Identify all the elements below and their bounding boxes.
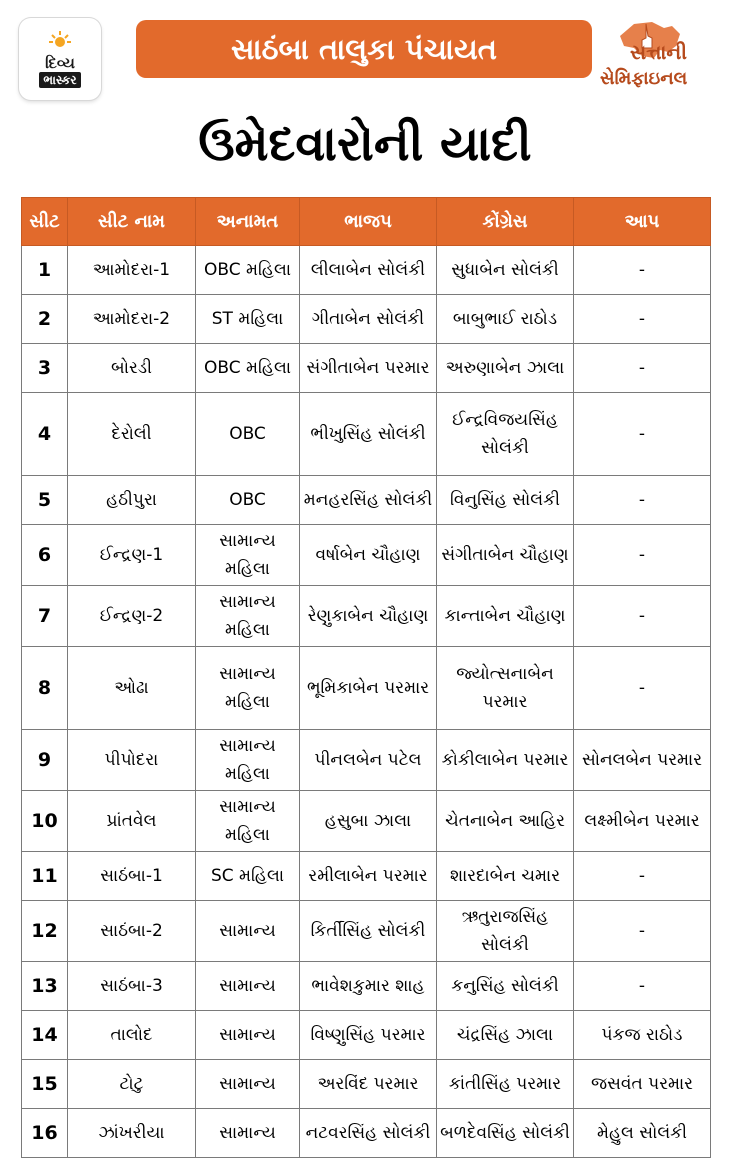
congress-candidate: અરુણાબેન ઝાલા	[437, 344, 574, 393]
aap-candidate: -	[574, 525, 711, 586]
seat-number: 6	[22, 525, 68, 586]
seat-name: સાઠંબા-3	[68, 962, 196, 1011]
table-row	[22, 246, 711, 295]
aap-candidate: -	[574, 586, 711, 647]
reservation: OBC	[196, 476, 300, 525]
congress-candidate: કોકીલાબેન પરમાર	[437, 730, 574, 791]
page-banner: સાઠંબા તાલુકા પંચાયત	[136, 20, 592, 78]
seat-name: ઈન્દ્રણ-1	[68, 525, 196, 586]
seat-number: 2	[22, 295, 68, 344]
table-row	[22, 1011, 711, 1060]
congress-candidate: વિનુસિંહ સોલંકી	[437, 476, 574, 525]
reservation: સામાન્ય	[196, 1011, 300, 1060]
bjp-candidate: કિર્તીસિંહ સોલંકી	[300, 901, 437, 962]
reservation: OBC	[196, 393, 300, 476]
seat-number: 12	[22, 901, 68, 962]
seat-name: સાઠંબા-1	[68, 852, 196, 901]
bjp-candidate: ગીતાબેન સોલંકી	[300, 295, 437, 344]
table-row	[22, 901, 711, 962]
congress-candidate: ચેતનાબેન આહિર	[437, 791, 574, 852]
seat-name: ઓઢા	[68, 647, 196, 730]
seat-name: પીપોદરા	[68, 730, 196, 791]
semifinal-logo	[600, 18, 712, 98]
congress-candidate: જ્યોત્સનાબેન પરમાર	[437, 647, 574, 730]
reservation: ST મહિલા	[196, 295, 300, 344]
congress-candidate: શારદાબેન ચમાર	[437, 852, 574, 901]
seat-number: 7	[22, 586, 68, 647]
bjp-candidate: વર્ષાબેન ચૌહાણ	[300, 525, 437, 586]
aap-candidate: મેહુલ સોલંકી	[574, 1109, 711, 1158]
seat-name: આમોદરા-1	[68, 246, 196, 295]
candidates-table	[21, 197, 711, 1158]
seat-number: 1	[22, 246, 68, 295]
reservation: સામાન્ય	[196, 1109, 300, 1158]
table-row	[22, 1060, 711, 1109]
column-header-seat: સીટ	[22, 198, 68, 246]
aap-candidate: પંકજ રાઠોડ	[574, 1011, 711, 1060]
reservation: સામાન્ય મહિલા	[196, 730, 300, 791]
bjp-candidate: અરવિંદ પરમાર	[300, 1060, 437, 1109]
seat-name: દેરોલી	[68, 393, 196, 476]
table-row	[22, 852, 711, 901]
reservation: સામાન્ય મહિલા	[196, 791, 300, 852]
page-title: ઉમેદવારોની યાદી	[198, 116, 532, 172]
bjp-candidate: રમીલાબેન પરમાર	[300, 852, 437, 901]
aap-candidate: -	[574, 901, 711, 962]
bjp-candidate: નટવરસિંહ સોલંકી	[300, 1109, 437, 1158]
seat-name: હઠીપુરા	[68, 476, 196, 525]
table-row	[22, 525, 711, 586]
congress-candidate: ઈન્દ્રવિજયસિંહ સોલંકી	[437, 393, 574, 476]
seat-number: 14	[22, 1011, 68, 1060]
congress-candidate: કનુસિંહ સોલંકી	[437, 962, 574, 1011]
reservation: સામાન્ય	[196, 1060, 300, 1109]
reservation: સામાન્ય	[196, 901, 300, 962]
table-row	[22, 393, 711, 476]
congress-candidate: ચંદ્રસિંહ ઝાલા	[437, 1011, 574, 1060]
seat-number: 13	[22, 962, 68, 1011]
sun-icon	[49, 30, 71, 52]
table-row	[22, 295, 711, 344]
seat-name: ઝાંખરીયા	[68, 1109, 196, 1158]
table-row	[22, 586, 711, 647]
bjp-candidate: વિષ્ણુસિંહ પરમાર	[300, 1011, 437, 1060]
congress-candidate: સંગીતાબેન ચૌહાણ	[437, 525, 574, 586]
bjp-candidate: લીલાબેન સોલંકી	[300, 246, 437, 295]
aap-candidate: -	[574, 246, 711, 295]
aap-candidate: -	[574, 344, 711, 393]
seat-name: આમોદરા-2	[68, 295, 196, 344]
seat-name: પ્રાંતવેલ	[68, 791, 196, 852]
reservation: સામાન્ય	[196, 962, 300, 1011]
column-header-reservation: અનામત	[196, 198, 300, 246]
seat-number: 10	[22, 791, 68, 852]
bjp-candidate: ભૂમિકાબેન પરમાર	[300, 647, 437, 730]
table-row	[22, 647, 711, 730]
reservation: સામાન્ય મહિલા	[196, 586, 300, 647]
seat-number: 11	[22, 852, 68, 901]
bjp-candidate: ભાવેશકુમાર શાહ	[300, 962, 437, 1011]
seat-number: 9	[22, 730, 68, 791]
table-row	[22, 1109, 711, 1158]
congress-candidate: બળદેવસિંહ સોલંકી	[437, 1109, 574, 1158]
column-header-seat-name: સીટ નામ	[68, 198, 196, 246]
bjp-candidate: ભીખુસિંહ સોલંકી	[300, 393, 437, 476]
logo-line-2: ભાસ્કર	[39, 72, 80, 88]
reservation: OBC મહિલા	[196, 246, 300, 295]
seat-number: 8	[22, 647, 68, 730]
congress-candidate: કાંતીસિંહ પરમાર	[437, 1060, 574, 1109]
logo-line-1: દિવ્ય	[45, 54, 75, 72]
bjp-candidate: રેણુકાબેન ચૌહાણ	[300, 586, 437, 647]
logo-right-line-1: સત્તાની	[630, 40, 687, 64]
seat-number: 16	[22, 1109, 68, 1158]
bjp-candidate: હસુબા ઝાલા	[300, 791, 437, 852]
bjp-candidate: મનહરસિંહ સોલંકી	[300, 476, 437, 525]
logo-right-line-2: સેમિફાઇનલ	[600, 68, 688, 89]
aap-candidate: -	[574, 393, 711, 476]
table-row	[22, 344, 711, 393]
seat-number: 5	[22, 476, 68, 525]
aap-candidate: -	[574, 852, 711, 901]
table-row	[22, 962, 711, 1011]
seat-number: 15	[22, 1060, 68, 1109]
aap-candidate: -	[574, 295, 711, 344]
aap-candidate: -	[574, 647, 711, 730]
seat-name: તાલોદ	[68, 1011, 196, 1060]
divya-bhaskar-logo	[19, 18, 101, 100]
aap-candidate: -	[574, 476, 711, 525]
column-header-congress: કોંગ્રેસ	[437, 198, 574, 246]
column-header-bjp: ભાજપ	[300, 198, 437, 246]
congress-candidate: બાબુભાઈ રાઠોડ	[437, 295, 574, 344]
seat-name: સાઠંબા-2	[68, 901, 196, 962]
seat-name: બોરડી	[68, 344, 196, 393]
table-row	[22, 476, 711, 525]
reservation: SC મહિલા	[196, 852, 300, 901]
congress-candidate: કાન્તાબેન ચૌહાણ	[437, 586, 574, 647]
reservation: સામાન્ય મહિલા	[196, 525, 300, 586]
seat-name: ટોટુ	[68, 1060, 196, 1109]
table-header	[22, 198, 711, 246]
table-row	[22, 791, 711, 852]
column-header-aap: આપ	[574, 198, 711, 246]
bjp-candidate: સંગીતાબેન પરમાર	[300, 344, 437, 393]
aap-candidate: સોનલબેન પરમાર	[574, 730, 711, 791]
seat-number: 3	[22, 344, 68, 393]
aap-candidate: જસવંત પરમાર	[574, 1060, 711, 1109]
seat-name: ઈન્દ્રણ-2	[68, 586, 196, 647]
congress-candidate: સુધાબેન સોલંકી	[437, 246, 574, 295]
table-row	[22, 730, 711, 791]
reservation: સામાન્ય મહિલા	[196, 647, 300, 730]
reservation: OBC મહિલા	[196, 344, 300, 393]
aap-candidate: -	[574, 962, 711, 1011]
aap-candidate: લક્ષ્મીબેન પરમાર	[574, 791, 711, 852]
congress-candidate: ઋતુરાજસિંહ સોલંકી	[437, 901, 574, 962]
bjp-candidate: પીનલબેન પટેલ	[300, 730, 437, 791]
seat-number: 4	[22, 393, 68, 476]
